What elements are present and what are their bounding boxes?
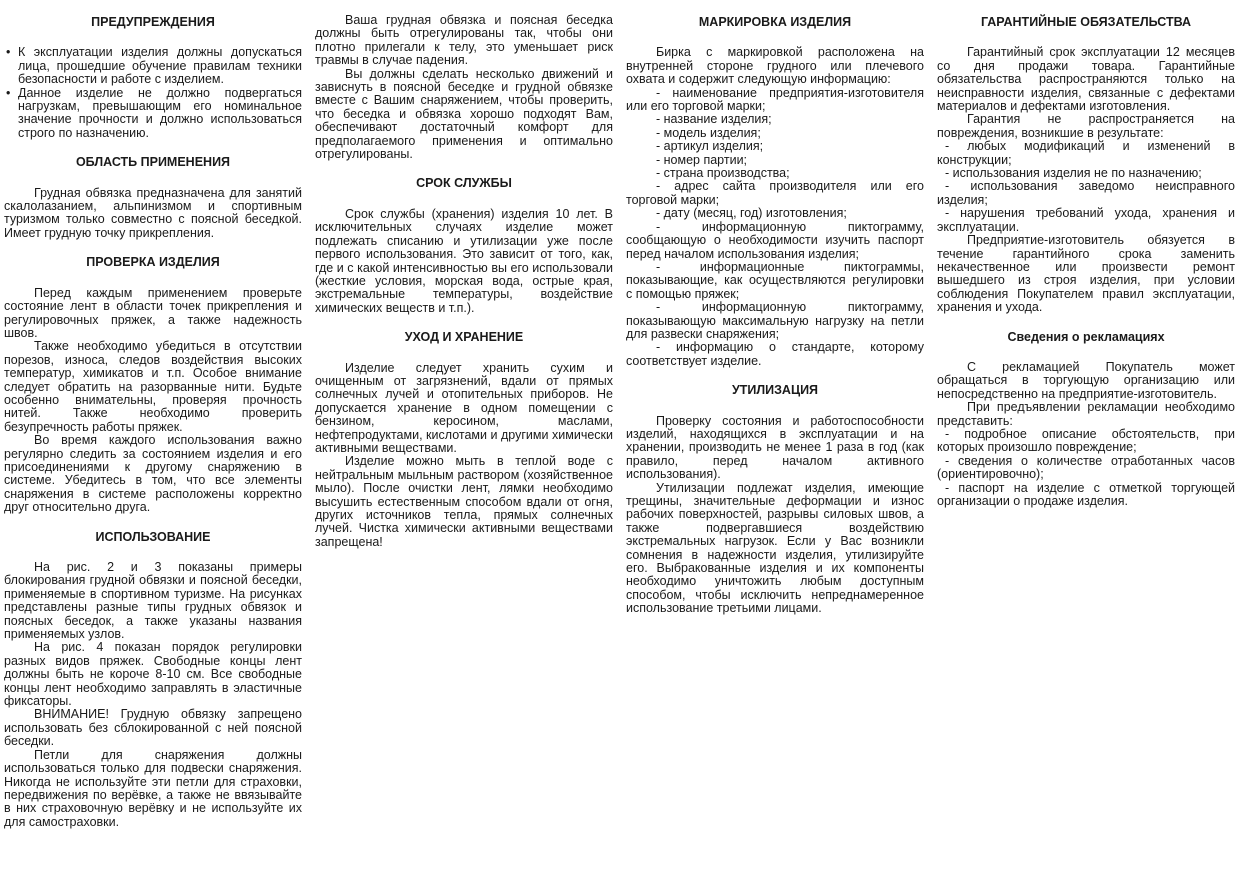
- paragraph: Перед каждым применением проверьте состояние лент в области точек прикрепления и регулировочных пряжек, а также надежность швов.: [4, 285, 302, 340]
- paragraph: - дату (месяц, год) изготовления;: [656, 206, 847, 221]
- paragraph: - информационную пиктограмму, показывающую максимальную нагрузку на петли для развески снаряжения;: [626, 300, 924, 341]
- dash-item: - паспорт на изделие с отметкой торгующей организации о продаже изделия.: [937, 480, 1235, 508]
- paragraph: Вы должны сделать несколько движений и зависнуть в поясной беседке и грудной обвязке вместе с Вашим снаряжением, чтобы проверить, что беседка и обвязка хорошо подходят Вам, обеспечивают достаточный комфорт для предполагаемого применения и оптимально отрегулированы.: [315, 66, 613, 162]
- paragraph: Утилизации подлежат изделия, имеющие трещины, значительные деформации и износ рабочих поверхностей, разрывы силовых швов, а также подвергавшиеся воздействию экстремальных нагрузок. Если у Вас возникли сомнения в надежности изделия, утилизируйте его. Выбракованные изделия и их компоненты необходимо уничтожить любым доступным способом, чтобы исключить непреднамеренное использование третьими лицами.: [626, 480, 924, 616]
- dash-item: - сведения о количестве отработанных часов (ориентировочно);: [937, 453, 1235, 482]
- section-heading: ПРЕДУПРЕЖДЕНИЯ: [91, 15, 215, 29]
- column-warranty: [937, 14, 1235, 870]
- section-heading: УХОД И ХРАНЕНИЕ: [404, 330, 524, 345]
- column-usage-care: [315, 14, 613, 870]
- bullet-item: • К эксплуатации изделия должны допускаться лица, прошедшие обучение правилам техники безопасности и работе с изделием.: [4, 46, 302, 86]
- dash-item: - использования изделия не по назначению;: [945, 166, 1202, 181]
- paragraph: Бирка с маркировкой расположена на внутренней стороне грудного или плечевого охвата и содержит следующую информацию:: [626, 45, 924, 87]
- section-heading: ОБЛАСТЬ ПРИМЕНЕНИЯ: [75, 155, 231, 170]
- paragraph: Проверку состояния и работоспособности изделий, находящихся в эксплуатации и на хранении, производить не менее 1 раза в год (как правило, перед началом активного использования).: [626, 413, 924, 482]
- section-heading: СРОК СЛУЖБЫ: [416, 176, 512, 191]
- paragraph: Петли для снаряжения должны использоваться только для подвески снаряжения. Никогда не используйте эти петли для страховки, передвижения по верёвке, а также не ввязывайте в них страховочную верёвку и не используйте их для самостраховки.: [4, 747, 302, 829]
- paragraph: - артикул изделия;: [656, 139, 764, 154]
- paragraph: С рекламацией Покупатель может обращаться в торгующую организацию или непосредственно на предприятие-изготовитель.: [937, 359, 1235, 401]
- paragraph: Предприятие-изготовитель обязуется в течение гарантийного срока заменить некачественное или произвести ремонт вышедшего из строя изделия, при условии соблюдения Покупателем правил эксплуатации, хранения и ухода.: [937, 233, 1235, 315]
- dash-item: - нарушения требований ухода, хранения и эксплуатации.: [937, 206, 1235, 234]
- paragraph: Изделие можно мыть в теплой воде с нейтральным мыльным раствором (хозяйственное мыло). После очистки лент, лямки необходимо высушить естественным способом вдали от огня, других источников тепла, прямых солнечных лучей. Чистка химически активными веществами запрещена!: [315, 454, 613, 549]
- column-warnings: [4, 14, 302, 870]
- dash-item: - подробное описание обстоятельств, при которых произошло повреждение;: [937, 426, 1235, 455]
- paragraph: - модель изделия;: [656, 125, 761, 140]
- paragraph: Гарантия не распространяется на повреждения, возникшие в результате:: [937, 112, 1235, 140]
- paragraph: - информационные пиктограммы, показывающие, как осуществляются регулировки с помощью пряжек;: [626, 259, 924, 301]
- section-heading: МАРКИРОВКА ИЗДЕЛИЯ: [698, 15, 852, 29]
- section-heading: ПРОВЕРКА ИЗДЕЛИЯ: [86, 255, 220, 270]
- paragraph: Грудная обвязка предназначена для занятий скалолазанием, альпинизмом и спортивным туризмом только совместно с поясной беседкой. Имеет грудную точку прикрепления.: [4, 185, 302, 240]
- paragraph: - наименование предприятия-изготовителя или его торговой марки;: [626, 85, 924, 114]
- section-heading: УТИЛИЗАЦИЯ: [731, 383, 819, 398]
- paragraph: Также необходимо убедиться в отсутствии порезов, износа, следов воздействия высоких температур, химикатов и т.п. Особое внимание следует обратить на разорванные нити. Будьте особенно внимательны, проверяя прочность нитей. Также необходимо проверить безупречность работы пряжек.: [4, 339, 302, 434]
- paragraph: - страна производства;: [656, 166, 790, 181]
- paragraph: ВНИМАНИЕ! Грудную обвязку запрещено использовать без сблокированной с ней поясной беседки.: [4, 707, 302, 749]
- paragraph: На рис. 4 показан порядок регулировки разных видов пряжек. Свободные концы лент должны быть не короче 8-10 см. Все свободные концы лент необходимо заправлять в эластичные фиксаторы.: [4, 640, 302, 709]
- paragraph: При предъявлении рекламации необходимо представить:: [937, 400, 1235, 428]
- paragraph: - номер партии;: [656, 152, 748, 167]
- paragraph: - информацию о стандарте, которому соответствует изделие.: [626, 340, 924, 368]
- section-heading: ИСПОЛЬЗОВАНИЕ: [95, 529, 211, 544]
- dash-item: - использования заведомо неисправного изделия;: [937, 179, 1235, 207]
- paragraph: Изделие следует хранить сухим и очищенным от загрязнений, вдали от прямых солнечных лучей и отопительных приборов. Не допускается хранение в одном помещении с бензином, керосином, маслами, нефтепродуктами, кислотами и другими химически активными веществами.: [315, 360, 613, 455]
- paragraph: - название изделия;: [656, 112, 772, 127]
- subsection-heading: Сведения о рекламациях: [1007, 329, 1165, 344]
- section-heading: ГАРАНТИЙНЫЕ ОБЯЗАТЕЛЬСТВА: [980, 15, 1192, 29]
- dash-item: - любых модификаций и изменений в конструкции;: [937, 139, 1235, 167]
- paragraph: Гарантийный срок эксплуатации 12 месяцев со дня продажи товара. Гарантийные обязательства распространяются только на неисправности изделия, связанные с дефектами материалов и дефектами изготовления.: [937, 45, 1235, 114]
- paragraph: - адрес сайта производителя или его торговой марки;: [626, 179, 924, 207]
- paragraph: На рис. 2 и 3 показаны примеры блокирования грудной обвязки и поясной беседки, применяемые в спортивном туризме. На рисунках представлены разные типы грудных обвязок и поясных беседок, а также указаны названия применяемых узлов.: [4, 560, 302, 642]
- bullet-item: • Данное изделие не должно подвергаться нагрузкам, превышающим его номинальное значение прочности и должно использоваться строго по назначению.: [4, 87, 302, 141]
- paragraph: Ваша грудная обвязка и поясная беседка должны быть отрегулированы так, чтобы они плотно прилегали к телу, это уменьшает риск травмы в случае падения.: [315, 14, 613, 68]
- paragraph: Срок службы (хранения) изделия 10 лет. В исключительных случаях изделие может подлежать списанию и утилизации уже после первого использования. Это зависит от того, как, где и с какой интенсивностью вы его использовали (жесткие условия, морская вода, острые края, экстремальные температуры, воздействие химических веществ и т.п.).: [315, 206, 613, 315]
- column-marking-disposal: [626, 14, 924, 870]
- paragraph: - информационную пиктограмму, сообщающую о необходимости изучить паспорт перед началом использования изделия;: [626, 219, 924, 261]
- paragraph: Во время каждого использования важно регулярно следить за состоянием изделия и его присоединениями к другому снаряжению в системе. Убедитесь в том, что все элементы снаряжения в системе расположены корректно друг относительно друга.: [4, 433, 302, 515]
